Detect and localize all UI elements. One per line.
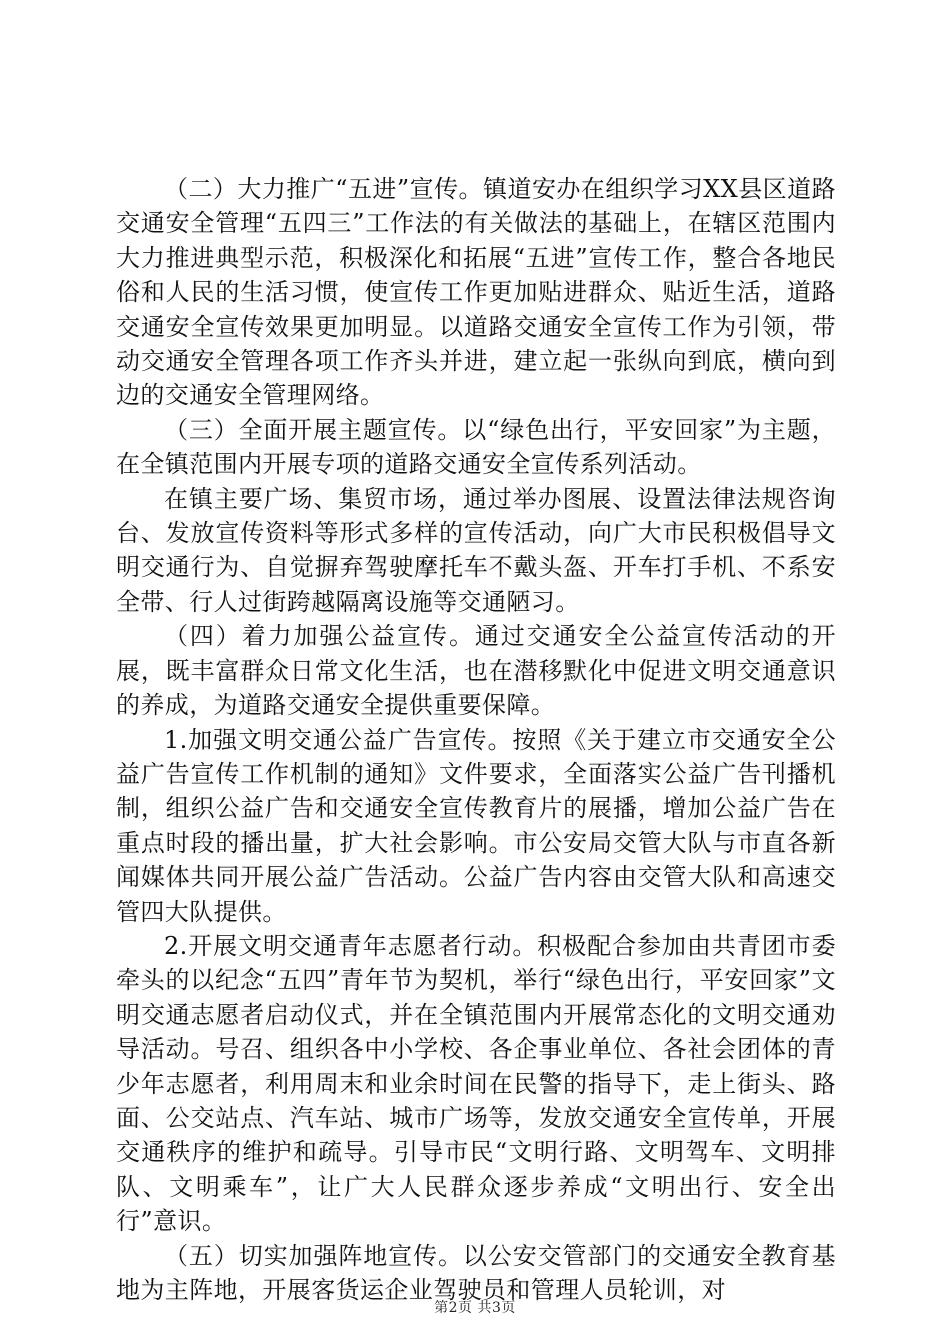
paragraph-item-1: 1.加强文明交通公益广告宣传。按照《关于建立市交通安全公益广告宣传工作机制的通知》文件要求，全面落实公益广告刊播机制，组织公益广告和交通安全宣传教育片的展播，增加公益广告在重点时段的播出量，扩大社会影响。市公安局交管大队与市直各新闻媒体共同开展公益广告活动。公益广告内容由交管大队和高速交管四大队提供。 [116,725,836,926]
page-footer: 第2页 共3页 [434,1300,516,1316]
paragraph-section-3-detail: 在镇主要广场、集贸市场，通过举办图展、设置法律法规咨询台、发放宣传资料等形式多样的宣传活动，向广大市民积极倡导文明交通行为、自觉摒弃驾驶摩托车不戴头盔、开车打手机、不系安全带、行人过街跨越隔离设施等交通陋习。 [116,484,836,616]
paragraph-item-2: 2.开展文明交通青年志愿者行动。积极配合参加由共青团市委牵头的以纪念“五四”青年节为契机，举行“绿色出行，平安回家”文明交通志愿者启动仪式，并在全镇范围内开展常态化的文明交通劝导活动。号召、组织各中小学校、各企事业单位、各社会团体的青少年志愿者，利用周末和业余时间在民警的指导下，走上街头、路面、公交站点、汽车站、城市广场等，发放交通安全宣传单，开展交通秩序的维护和疏导。引导市民“文明行路、文明驾车、文明排队、文明乘车”，让广大人民群众逐步养成“文明出行、安全出行”意识。 [116,931,836,1236]
document-body [116,172,836,1307]
paragraph-section-2: （二）大力推广“五进”宣传。镇道安办在组织学习XX县区道路交通安全管理“五四三”工作法的有关做法的基础上，在辖区范围内大力推进典型示范，积极深化和拓展“五进”宣传工作，整合各地民俗和人民的生活习惯，使宣传工作更加贴进群众、贴近生活，道路交通安全宣传效果更加明显。以道路交通安全宣传工作为引领，带动交通安全管理各项工作齐头并进，建立起一张纵向到底，横向到边的交通安全管理网络。 [116,175,836,410]
paragraph-section-3: （三）全面开展主题宣传。以“绿色出行，平安回家”为主题，在全镇范围内开展专项的道路交通安全宣传系列活动。 [116,415,836,479]
paragraph-section-4: （四）着力加强公益宣传。通过交通安全公益宣传活动的开展，既丰富群众日常文化生活，也在潜移默化中促进文明交通意识的养成，为道路交通安全提供重要保障。 [116,622,836,720]
paragraph-section-5: （五）切实加强阵地宣传。以公安交管部门的交通安全教育基地为主阵地，开展客货运企业驾驶员和管理人员轮训，对 [116,1241,836,1304]
